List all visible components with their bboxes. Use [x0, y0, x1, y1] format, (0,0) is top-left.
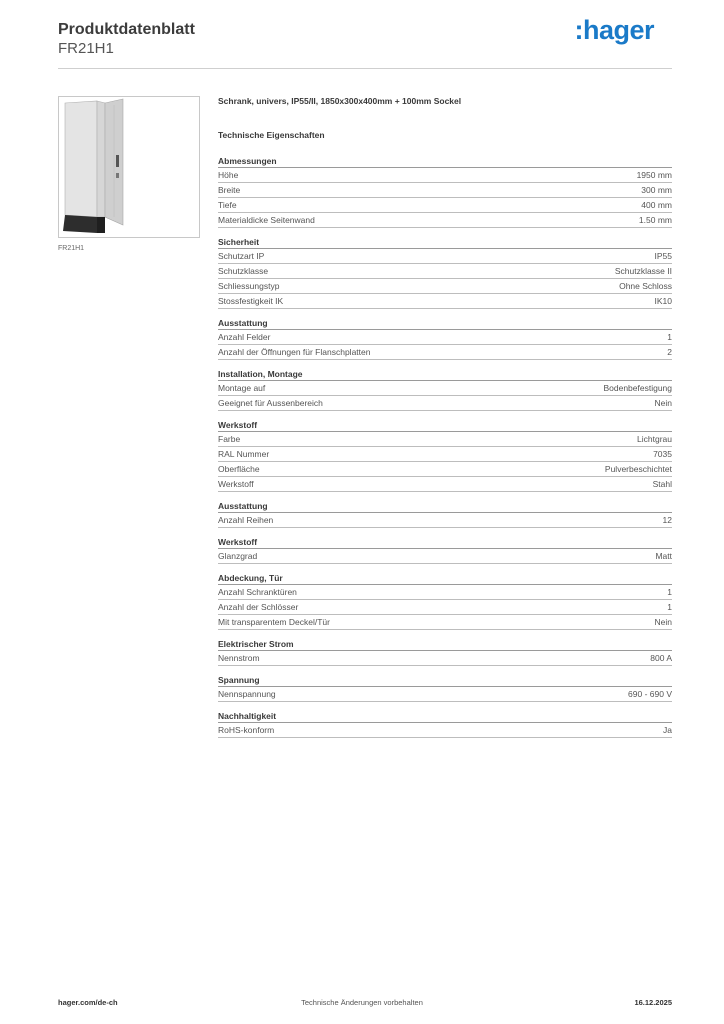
spec-sections — [218, 156, 672, 738]
spec-value: Lichtgrau — [637, 434, 672, 444]
spec-row — [218, 585, 672, 600]
spec-label: Schutzart IP — [218, 251, 265, 261]
spec-value: Ohne Schloss — [619, 281, 672, 291]
spec-section — [218, 537, 672, 564]
spec-value: 1 — [667, 587, 672, 597]
image-caption: FR21H1 — [58, 245, 85, 252]
spec-row — [218, 432, 672, 447]
spec-row — [218, 183, 672, 198]
spec-label: Anzahl Felder — [218, 332, 271, 342]
spec-label: Nennspannung — [218, 689, 276, 699]
spec-label: RAL Nummer — [218, 449, 270, 459]
spec-label: Nennstrom — [218, 653, 260, 663]
hager-logo: :hager — [574, 15, 654, 45]
spec-label: Breite — [218, 185, 241, 195]
spec-value: Matt — [655, 551, 672, 561]
spec-label: Anzahl Schranktüren — [218, 587, 297, 597]
footer-date: 16.12.2025 — [634, 998, 672, 1007]
spec-value: 300 mm — [641, 185, 672, 195]
spec-row — [218, 330, 672, 345]
spec-row — [218, 381, 672, 396]
spec-value: 7035 — [653, 449, 672, 459]
spec-row — [218, 213, 672, 228]
spec-value: 2 — [667, 347, 672, 357]
spec-row — [218, 447, 672, 462]
spec-section — [218, 501, 672, 528]
spec-label: Oberfläche — [218, 464, 260, 474]
spec-value: IP55 — [654, 251, 672, 261]
spec-row — [218, 723, 672, 738]
spec-row — [218, 615, 672, 630]
spec-label: Glanzgrad — [218, 551, 258, 561]
spec-section — [218, 573, 672, 630]
spec-section — [218, 711, 672, 738]
spec-value: 1950 mm — [636, 170, 672, 180]
spec-row — [218, 345, 672, 360]
spec-section — [218, 639, 672, 666]
spec-label: Anzahl der Schlösser — [218, 602, 299, 612]
spec-value: 690 - 690 V — [628, 689, 672, 699]
spec-label: RoHS-konform — [218, 725, 275, 735]
spec-section — [218, 318, 672, 360]
spec-row — [218, 396, 672, 411]
spec-value: IK10 — [654, 296, 672, 306]
spec-row — [218, 600, 672, 615]
spec-label: Werkstoff — [218, 479, 254, 489]
section-title: Installation, Montage — [218, 369, 672, 381]
spec-value: Bodenbefestigung — [603, 383, 672, 393]
footer-website: hager.com/de-ch — [58, 998, 118, 1007]
spec-row — [218, 168, 672, 183]
spec-row — [218, 651, 672, 666]
spec-value: Schutzklasse II — [614, 266, 672, 276]
spec-value: Stahl — [652, 479, 672, 489]
section-title: Nachhaltigkeit — [218, 711, 672, 723]
page-title: Produktdatenblatt — [58, 21, 195, 38]
spec-value: 400 mm — [641, 200, 672, 210]
spec-value: 12 — [662, 515, 672, 525]
spec-label: Höhe — [218, 170, 239, 180]
spec-section — [218, 237, 672, 309]
spec-value: Pulverbeschichtet — [604, 464, 672, 474]
spec-value: Nein — [654, 617, 672, 627]
spec-section — [218, 675, 672, 702]
spec-label: Schutzklasse — [218, 266, 269, 276]
spec-label: Stossfestigkeit IK — [218, 296, 284, 306]
spec-label: Materialdicke Seitenwand — [218, 215, 315, 225]
spec-value: Nein — [654, 398, 672, 408]
spec-row — [218, 687, 672, 702]
spec-section — [218, 420, 672, 492]
spec-label: Mit transparentem Deckel/Tür — [218, 617, 330, 627]
spec-label: Anzahl Reihen — [218, 515, 274, 525]
spec-row — [218, 549, 672, 564]
spec-row — [218, 264, 672, 279]
section-title: Sicherheit — [218, 237, 672, 249]
spec-value: 1 — [667, 332, 672, 342]
spec-row — [218, 462, 672, 477]
section-title: Abmessungen — [218, 156, 672, 168]
footer-disclaimer: Technische Änderungen vorbehalten — [301, 998, 423, 1007]
spec-value: Ja — [663, 725, 672, 735]
section-title: Werkstoff — [218, 537, 672, 549]
spec-value: 1.50 mm — [638, 215, 672, 225]
cabinet-image — [59, 97, 199, 237]
spec-row — [218, 477, 672, 492]
spec-value: 800 A — [650, 653, 672, 663]
product-description: Schrank, univers, IP55/II, 1850x300x400mm + 100mm Sockel — [218, 96, 462, 106]
spec-label: Farbe — [218, 434, 241, 444]
header-divider — [58, 68, 672, 69]
section-title: Werkstoff — [218, 420, 672, 432]
spec-section — [218, 369, 672, 411]
spec-label: Geeignet für Aussenbereich — [218, 398, 323, 408]
spec-label: Anzahl der Öffnungen für Flanschplatten — [218, 347, 371, 357]
section-title: Ausstattung — [218, 501, 672, 513]
spec-row — [218, 294, 672, 309]
section-title: Spannung — [218, 675, 672, 687]
section-title: Ausstattung — [218, 318, 672, 330]
technical-properties-title: Technische Eigenschaften — [218, 130, 325, 140]
spec-label: Tiefe — [218, 200, 237, 210]
spec-section — [218, 156, 672, 228]
spec-row — [218, 513, 672, 528]
spec-content — [218, 96, 672, 738]
product-image-frame — [58, 96, 200, 238]
spec-label: Montage auf — [218, 383, 266, 393]
spec-row — [218, 198, 672, 213]
spec-label: Schliessungstyp — [218, 281, 280, 291]
product-code: FR21H1 — [58, 40, 114, 57]
spec-row — [218, 279, 672, 294]
section-title: Elektrischer Strom — [218, 639, 672, 651]
section-title: Abdeckung, Tür — [218, 573, 672, 585]
spec-value: 1 — [667, 602, 672, 612]
spec-row — [218, 249, 672, 264]
